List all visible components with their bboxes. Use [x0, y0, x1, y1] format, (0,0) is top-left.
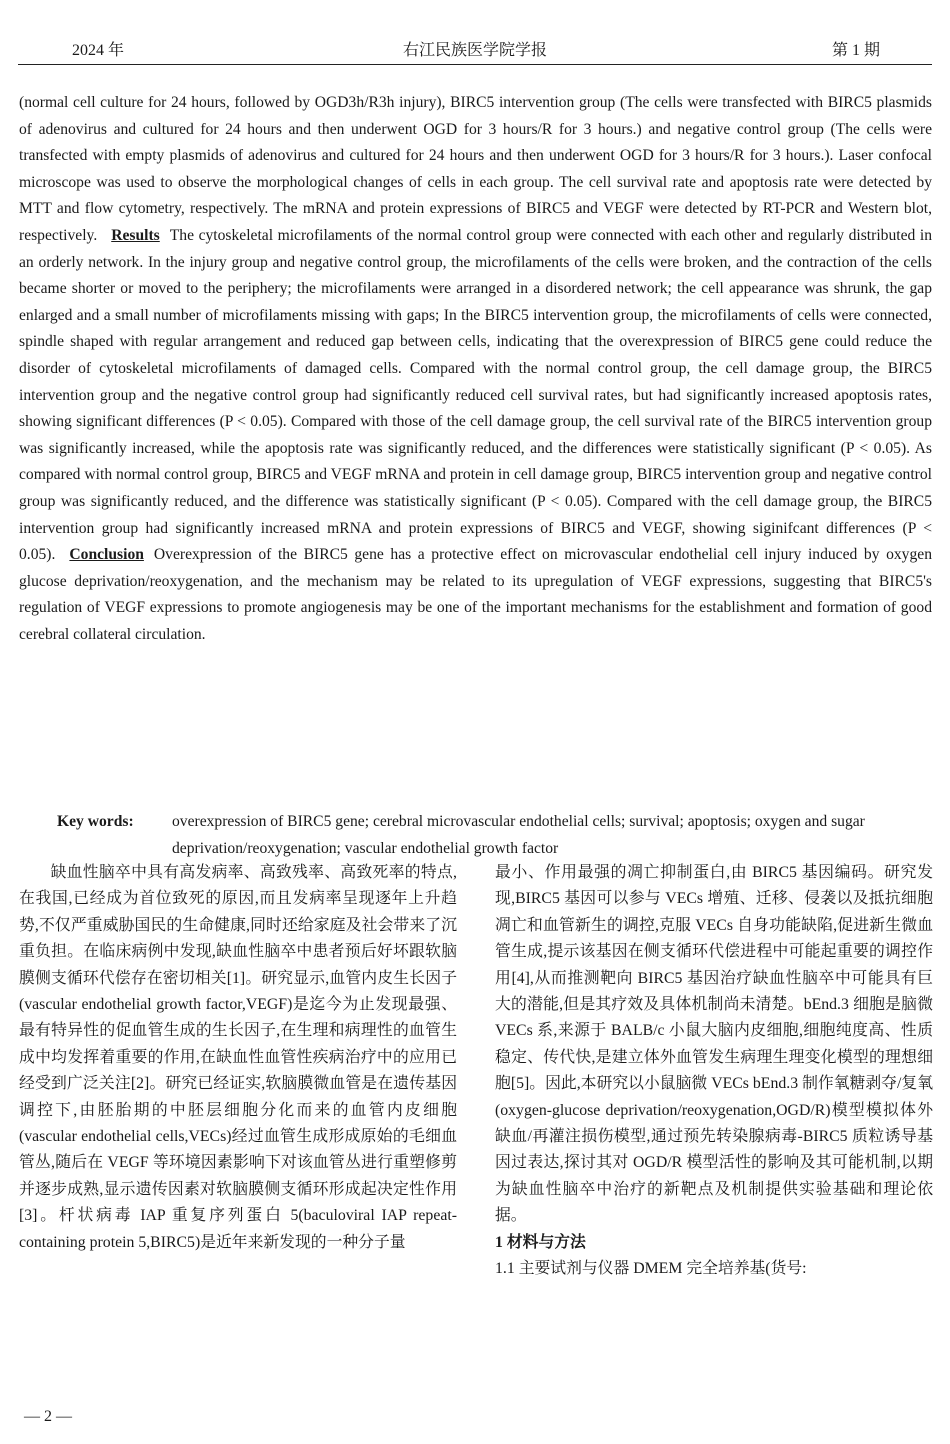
- intro-paragraph-left: 缺血性脑卒中具有高发病率、高致残率、高致死率的特点,在我国,已经成为首位致死的原因,而且发病率呈现逐年上升趋势,不仅严重威胁国民的生命健康,同时还给家庭及社会带来了沉重负担。在临床病例中发现,缺血性脑卒中患者预后好坏跟软脑膜侧支循环代偿存在密切相关[1]。研究显示,血管内皮生长因子(vascular endothelial growth factor,VEGF)是迄今为止发现最强、最有特异性的促血管生成的生长因子,在生理和病理性的血管生成中均发挥着重要的作用,在缺血性血管性疾病治疗中的应用已经受到广泛关注[2]。研究已经证实,软脑膜微血管是在遗传基因调控下,由胚胎期的中胚层细胞分化而来的血管内皮细胞(vascular endothelial cells,VECs)经过血管生成形成原始的毛细血管丛,随后在 VEGF 等环境因素影响下对该血管丛进行重塑修剪并逐步成熟,显示遗传因素对软脑膜侧支循环形成起决定性作用[3]。杆状病毒 IAP 重复序列蛋白 5(baculoviral IAP repeat-containing protein 5,BIRC5)是近年来新发现的一种分子量: [19, 864, 457, 1251]
- english-abstract: [19, 90, 932, 648]
- header-issue: 第 1 期: [831, 42, 880, 59]
- chinese-body: [19, 860, 932, 1380]
- section-heading: 1 材料与方法: [495, 1233, 586, 1251]
- abstract-methods-text: (normal cell culture for 24 hours, followed by OGD3h/R3h injury), BIRC5 intervention group (The cells were transfected with BIRC5 plasmids of adenovirus and cultured for 24 hours and then underwent OGD for 3 hours/R for 3 hours.) and negative control group (The cells were transfected with empty plasmids of adenovirus and cultured for 24 hours and then underwent OGD for 3 hours/R for 3 hours.). Laser confocal microscope was used to observe the morphological changes of cells in each group. The cell survival rate and apoptosis rate were detected by MTT and flow cytometry, respectively. The mRNA and protein expressions of BIRC5 and VEGF were detected by RT-PCR and Western blot, respectively.: [19, 94, 932, 244]
- page-number: — 2 —: [24, 1408, 72, 1425]
- conclusion-text: Overexpression of the BIRC5 gene has a protective effect on microvascular endothelial cell injury induced by oxygen glucose deprivation/reoxygenation, and the mechanism may be related to its upregulation of VEGF expressions, suggesting that BIRC5's regulation of VEGF expressions to promote angiogenesis may be one of the important mechanisms for the establishment and formation of good cerebral collateral circulation.: [19, 546, 932, 643]
- running-header: [18, 34, 932, 65]
- results-text: The cytoskeletal microfilaments of the normal control group were connected with each other and regularly distributed in an orderly network. In the injury group and negative control group, the microfilaments of the cells were broken, and the contraction of the cells became shorter or moved to the periphery; the microfilaments were arranged in a disordered network; the cell appearance was shrunk, the gap enlarged and a small number of microfilaments missing with gaps; In the BIRC5 intervention group, the microfilaments of cells were connected, spindle shaped with regular arrangement and reduced gap between cells, indicating that the overexpression of BIRC5 gene could reduce the disorder of cytoskeletal microfilaments of damaged cells. Compared with the normal control group, the cell damage group, the BIRC5 intervention group and the negative control group had significantly reduced cell survival rates, but had significantly increased apoptosis rates, showing significant differences (P < 0.05). Compared with those of the cell damage group, the cell survival rate of the BIRC5 intervention group was significantly increased, while the apoptosis rate was significantly reduced, and the differences were statistically significant (P < 0.05). As compared with normal control group, BIRC5 and VEGF mRNA and protein in cell damage group, BIRC5 intervention group and negative control group was significantly reduced, and the difference was statistically significant (P < 0.05). Compared with the cell damage group, the BIRC5 intervention group had significantly increased mRNA and protein expressions of BIRC5 and VEGF, showing siginifcant differences (P < 0.05).: [19, 226, 932, 564]
- conclusion-label: Conclusion: [69, 546, 144, 564]
- right-column: [495, 860, 933, 1283]
- intro-paragraph-right: 最小、作用最强的凋亡抑制蛋白,由 BIRC5 基因编码。研究发现,BIRC5 基因可以参与 VECs 增殖、迁移、侵袭以及抵抗细胞凋亡和血管新生的调控,克服 VECs 自身功能缺陷,促进新生微血管生成,提示该基因在侧支循环代偿进程中可能起重要的调控作用[4],从而推测靶向 BIRC5 基因治疗缺血性脑卒中可能具有巨大的潜能,但是其疗效及具体机制尚未清楚。bEnd.3 细胞是脑微 VECs 系,来源于 BALB/c 小鼠大脑内皮细胞,细胞纯度高、性质稳定、传代快,是建立体外血管发生病理生理变化模型的理想细胞[5]。因此,本研究以小鼠脑微 VECs bEnd.3 制作氧糖剥夺/复氧(oxygen-glucose deprivation/reoxygenation,OGD/R)模型模拟体外缺血/再灌注损伤模型,通过预先转染腺病毒-BIRC5 质粒诱导基因过表达,探讨其对 OGD/R 模型活性的影响及其可能机制,以期为缺血性脑卒中治疗的新靶点及机制提供实验基础和理论依据。: [495, 864, 933, 1225]
- header-journal-title: 右江民族医学院学报: [402, 42, 547, 59]
- keywords-label: Key words:: [57, 813, 134, 830]
- keywords-text: overexpression of BIRC5 gene; cerebral microvascular endothelial cells; survival; apoptosis; oxygen and sugar deprivation/reoxygenation; vascular endothelial growth factor: [172, 813, 865, 857]
- left-column: [19, 860, 457, 1256]
- header-year: 2024 年: [72, 42, 125, 59]
- subsection-reagents: 1.1 主要试剂与仪器 DMEM 完全培养基(货号:: [495, 1260, 807, 1278]
- abstract-paragraph: [19, 90, 932, 648]
- keywords-block: [57, 808, 932, 862]
- results-label: Results: [111, 226, 160, 244]
